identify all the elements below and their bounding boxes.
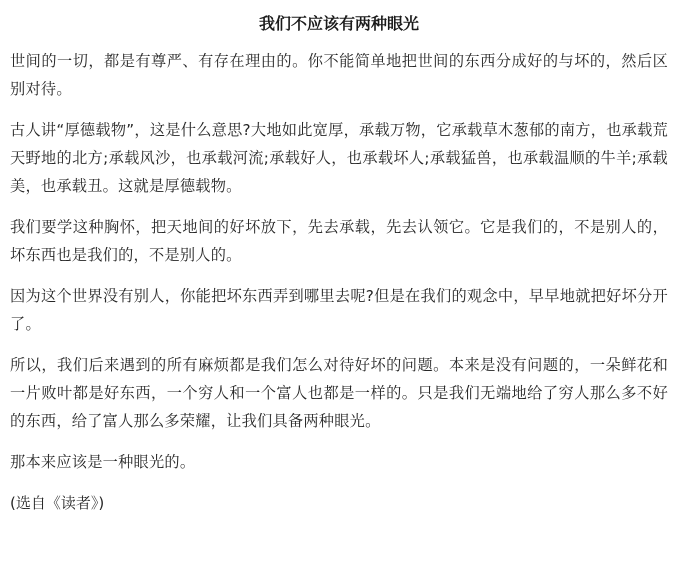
paragraph-4: 因为这个世界没有别人，你能把坏东西弄到哪里去呢?但是在我们的观念中，早早地就把好坏分开了。 — [10, 287, 668, 333]
article-title: 我们不应该有两种眼光 — [258, 14, 419, 33]
article-source: (选自《读者》) — [10, 494, 105, 512]
paragraph-5: 所以，我们后来遇到的所有麻烦都是我们怎么对待好坏的问题。本来是没有问题的，一朵鲜花和一片败叶都是好东西，一个穷人和一个富人也都是一样的。只是我们无端地给了穷人那么多不好的东西，给了富人那么多荣耀，让我们具备两种眼光。 — [10, 356, 668, 430]
paragraph-6: 那本来应该是一种眼光的。 — [10, 453, 196, 471]
paragraph-2: 古人讲“厚德载物”，这是什么意思?大地如此宽厚，承载万物，它承载草木葱郁的南方，也承载荒天野地的北方;承载风沙，也承载河流;承载好人，也承载坏人;承载猛兽，也承载温顺的牛羊;承载美，也承载丑。这就是厚德载物。 — [10, 121, 668, 195]
paragraph-3: 我们要学这种胸怀，把天地间的好坏放下，先去承载，先去认领它。它是我们的，不是别人的，坏东西也是我们的，不是别人的。 — [10, 218, 668, 264]
paragraph-1: 世间的一切，都是有尊严、有存在理由的。你不能简单地把世间的东西分成好的与坏的，然后区别对待。 — [10, 52, 668, 98]
